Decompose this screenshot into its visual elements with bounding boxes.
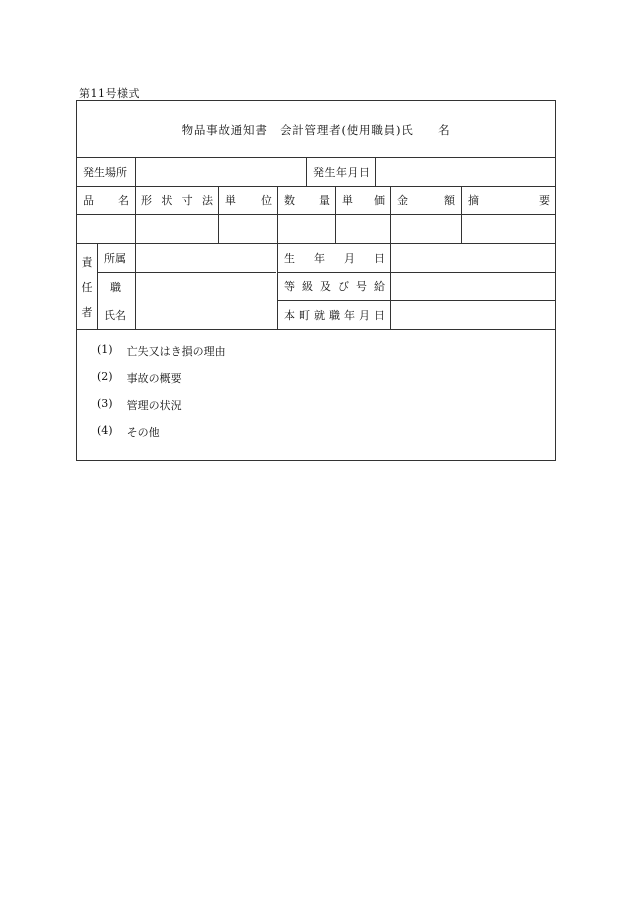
note-text: 事故の概要	[126, 372, 182, 385]
label-char: 給	[374, 280, 385, 293]
label-char: 生	[284, 251, 295, 265]
label-char: 月	[359, 308, 370, 322]
label-char: 日	[374, 308, 385, 322]
location-value[interactable]	[136, 158, 306, 186]
note-item	[97, 397, 182, 413]
label-char: 月	[344, 251, 355, 265]
label-char: 及	[320, 280, 331, 293]
col-divider	[390, 186, 391, 243]
row-divider	[77, 329, 555, 330]
birth-date-label	[284, 244, 385, 272]
title-label: 職	[110, 280, 121, 294]
note-item	[97, 343, 226, 359]
title-name-value[interactable]	[136, 273, 277, 329]
header-unit	[225, 187, 272, 214]
header-char: 寸	[181, 194, 193, 207]
header-char: 法	[201, 194, 213, 207]
note-text: 亡失又はき損の理由	[126, 345, 226, 358]
label-char: 年	[314, 251, 325, 265]
label-char: 者	[81, 306, 93, 319]
header-char: 位	[261, 194, 272, 207]
hire-date-label	[284, 301, 385, 329]
label-char: 就	[314, 308, 325, 322]
header-char: 額	[444, 194, 455, 207]
col-divider	[97, 243, 98, 329]
label-char: 職	[329, 308, 340, 322]
header-unit-price	[342, 187, 385, 214]
col-divider	[390, 243, 391, 329]
header-char: 価	[374, 194, 385, 207]
header-char: 数	[284, 194, 295, 207]
label-char: 等	[284, 280, 295, 293]
col-divider	[277, 186, 278, 243]
label-char: 責	[81, 256, 93, 269]
responsible-person-label	[77, 254, 97, 320]
header-shape-size	[141, 187, 213, 214]
note-item	[97, 370, 182, 386]
label-char: 級	[302, 280, 313, 293]
note-number: (2)	[97, 370, 113, 383]
form-number: 第11号様式	[79, 87, 140, 100]
header-char: 量	[319, 194, 330, 207]
note-text: その他	[126, 426, 160, 439]
form-title: 物品事故通知書 会計管理者(使用職員)氏 名	[181, 122, 451, 137]
header-quantity	[284, 187, 330, 214]
name-label: 氏名	[104, 308, 126, 322]
label-char: び	[338, 280, 349, 293]
label-char: 年	[344, 308, 355, 322]
label-char: 本	[284, 308, 295, 322]
header-char: 要	[539, 194, 550, 207]
label-char: 号	[356, 280, 367, 293]
note-number: (3)	[97, 397, 113, 410]
col-divider	[306, 157, 307, 186]
header-char: 形	[141, 194, 152, 207]
date-value[interactable]	[376, 158, 555, 186]
row-divider	[77, 214, 555, 215]
label-char: 日	[374, 251, 385, 265]
affiliation-label: 所属	[104, 251, 126, 265]
date-char: 年	[336, 165, 347, 179]
note-item	[97, 424, 160, 440]
col-divider	[335, 186, 336, 243]
col-divider	[461, 186, 462, 243]
note-number: (1)	[97, 343, 113, 356]
header-char: 単	[225, 194, 236, 207]
note-text: 管理の状況	[126, 399, 182, 412]
header-char: 品	[83, 194, 94, 207]
header-char: 名	[118, 194, 129, 207]
col-divider	[135, 186, 136, 243]
header-remarks	[468, 187, 550, 214]
accident-notice-form	[76, 100, 556, 461]
header-amount	[397, 187, 455, 214]
date-label	[313, 158, 370, 186]
grade-salary-label	[284, 273, 385, 300]
date-char: 月	[347, 165, 359, 179]
date-char: 発	[313, 165, 324, 179]
affiliation-value[interactable]	[136, 244, 277, 272]
header-char: 単	[342, 194, 353, 207]
header-char: 摘	[468, 194, 479, 207]
label-char: 町	[299, 308, 310, 322]
label-char: 任	[81, 281, 93, 294]
header-item-name	[83, 187, 129, 214]
date-char: 日	[359, 165, 370, 179]
col-divider	[277, 243, 278, 329]
note-number: (4)	[97, 424, 113, 437]
header-char: 金	[397, 194, 408, 207]
col-divider	[218, 186, 219, 243]
date-char: 生	[324, 165, 336, 179]
header-char: 状	[161, 194, 173, 207]
location-label: 発生場所	[83, 165, 127, 179]
